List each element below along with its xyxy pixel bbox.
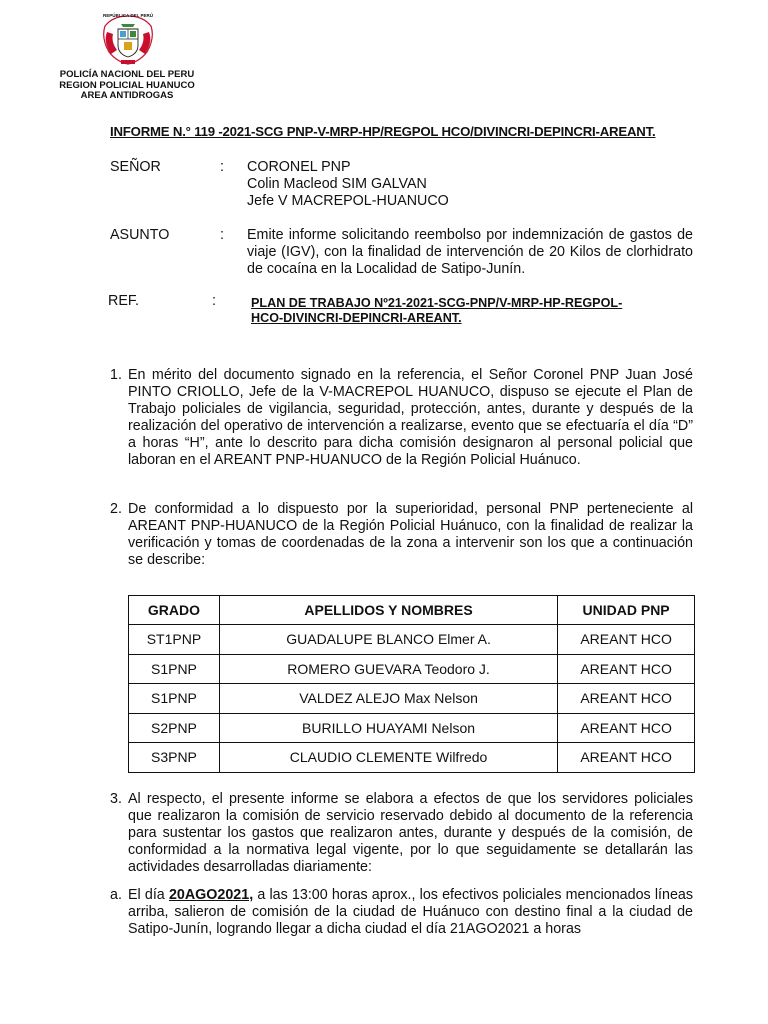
paragraph-1: En mérito del documento signado en la referencia, el Señor Coronel PNP Juan José PINTO CRIOLLO, Jefe de la V-MACREPOL HUANUCO, dispuso se ejecute el Plan de Trabajo policiales de vigilancia, seguridad, protección, antes, durante y después de la realización del operativo de intervención a realizarse, evento que se efectuaría el día “D” a horas “H”, ante lo descrito para dicha comisión designaron al personal policial que laboran en el AREANT PNP-HUANUCO de la Región Policial Huánuco.: [128, 367, 693, 468]
paragraph-3: Al respecto, el presente informe se elabora a efectos de que los servidores policiales que realizaron la comisión de servicio reservado debido al documento de la referencia para sustentar los gastos que realizaron antes, durante y después de la comisión, de conformidad a la normativa legal vigente, por lo que seguidamente se detallarán las actividades desarrolladas diariamente:: [128, 791, 693, 875]
report-title: INFORME N.° 119 -2021-SCG PNP-V-MRP-HP/REGPOL HCO/DIVINCRI-DEPINCRI-AREANT.: [110, 124, 656, 139]
paragraph-3-number: 3.: [110, 791, 122, 807]
paragraph-2: De conformidad a lo dispuesto por la superioridad, personal PNP perteneciente al AREANT PNP-HUANUCO de la Región Policial Huánuco, con la finalidad de realizar la verificación y tomas de coordenadas de la zona a intervenir son los que a continuación se describe:: [128, 501, 693, 568]
cell-unidad: AREANT HCO: [558, 713, 695, 743]
cell-nombre: ROMERO GUEVARA Teodoro J.: [219, 654, 557, 684]
senor-addressee: [247, 159, 449, 210]
cell-grado: S2PNP: [129, 713, 220, 743]
asunto-colon: :: [220, 227, 224, 243]
table-row: [129, 654, 695, 684]
cell-grado: S1PNP: [129, 684, 220, 714]
paragraph-a-body: a las 13:00 horas aprox., los efectivos policiales mencionados líneas arriba, salieron de comisión de la ciudad de Huánuco con destino final a la ciudad de Satipo-Junín, logrando llegar a dicha ciudad el día 21AGO2021 a horas: [128, 887, 694, 937]
header-grado: GRADO: [129, 596, 220, 625]
paragraph-a-number: a.: [110, 887, 122, 903]
organization-header: [40, 70, 214, 102]
org-line-3: AREA ANTIDROGAS: [80, 90, 174, 101]
paragraph-1-number: 1.: [110, 367, 122, 383]
table-row: [129, 743, 695, 773]
paragraph-a-date: 20AGO2021,: [168, 887, 254, 903]
paragraph-a-intro: El día: [128, 887, 165, 903]
senor-colon: :: [220, 159, 224, 175]
senor-label: SEÑOR: [110, 159, 161, 175]
ref-label: REF.: [108, 293, 139, 309]
addressee-line-1: CORONEL PNP: [247, 159, 351, 175]
cell-grado: S3PNP: [129, 743, 220, 773]
paragraph-2-number: 2.: [110, 501, 122, 517]
cell-nombre: BURILLO HUAYAMI Nelson: [219, 713, 557, 743]
org-line-1: POLICÍA NACIONL DEL PERU: [59, 69, 195, 80]
table-row: [129, 625, 695, 655]
paragraph-a: [128, 887, 693, 938]
cell-grado: ST1PNP: [129, 625, 220, 655]
cell-unidad: AREANT HCO: [558, 684, 695, 714]
cell-nombre: VALDEZ ALEJO Max Nelson: [219, 684, 557, 714]
cell-unidad: AREANT HCO: [558, 654, 695, 684]
cell-unidad: AREANT HCO: [558, 625, 695, 655]
table-header-row: [129, 596, 695, 625]
addressee-line-3: Jefe V MACREPOL-HUANUCO: [247, 193, 449, 209]
addressee-line-2: Colin Macleod SIM GALVAN: [247, 176, 427, 192]
header-apellidos-nombres: APELLIDOS Y NOMBRES: [219, 596, 557, 625]
ref-text: [251, 296, 622, 326]
asunto-text: Emite informe solicitando reembolso por indemnización de gastos de viaje (IGV), con la finalidad de intervención de 20 Kilos de clorhidrato de cocaína en la Localidad de Satipo-Junín.: [247, 227, 693, 277]
cell-nombre: CLAUDIO CLEMENTE Wilfredo: [219, 743, 557, 773]
table-row: [129, 684, 695, 714]
cell-grado: S1PNP: [129, 654, 220, 684]
ref-line-2: HCO-DIVINCRI-DEPINCRI-AREANT.: [251, 311, 462, 325]
cell-nombre: GUADALUPE BLANCO Elmer A.: [219, 625, 557, 655]
org-line-2: REGION POLICIAL HUANUCO: [59, 79, 195, 91]
personnel-table: [128, 595, 695, 773]
cell-unidad: AREANT HCO: [558, 743, 695, 773]
table-row: [129, 713, 695, 743]
ref-line-1: PLAN DE TRABAJO Nº21-2021-SCG-PNP/V-MRP-HP-REGPOL-: [251, 296, 623, 310]
seal-text: REPÚBLICA DEL PERÚ: [102, 13, 153, 18]
header-unidad: UNIDAD PNP: [558, 596, 695, 625]
asunto-label: ASUNTO: [110, 227, 170, 243]
ref-colon: :: [212, 293, 216, 309]
national-seal: [99, 12, 157, 68]
